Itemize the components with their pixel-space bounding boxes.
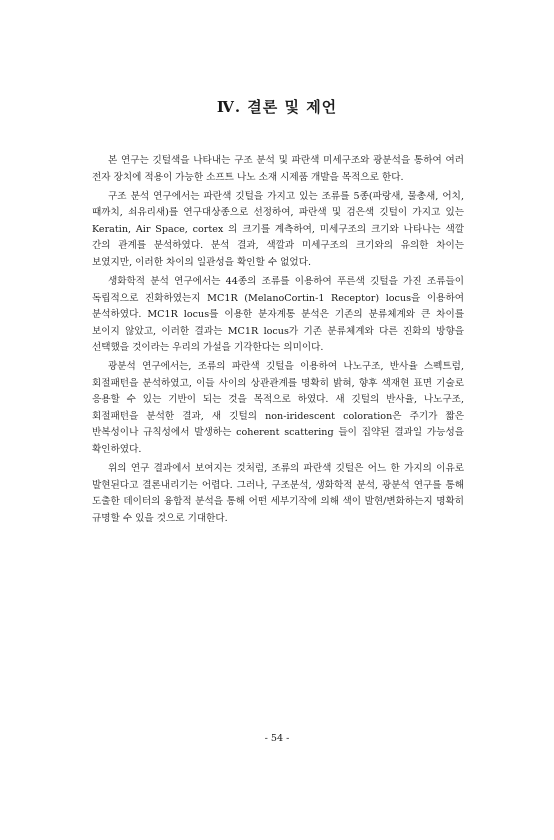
paragraph-conclusion: 위의 연구 결과에서 보여지는 것처럼, 조류의 파란색 깃털은 어느 한 가지의 이유로 발현된다고 결론내리기는 어렵다. 그러나, 구조분석, 생화학적 분석, 광분석 연구를 통해 도출한 데이터의 융합적 분석을 통해 어떤 세부기작에 의해 색이 발현/변화하는지 명확히 규명할 수 있을 것으로 기대한다. [92, 463, 464, 524]
paragraph-biochemical-analysis: 생화학적 분석 연구에서는 44종의 조류를 이용하여 푸른색 깃털을 가진 조류들이 독립적으로 진화하였는지 MC1R (MelanoCortin-1 Receptor) locus을 이용하여 분석하였다. MC1R locus를 이용한 분자계통 분석은 기존의 분류체계와 큰 차이를 보이지 않았고, 이러한 결과는 MC1R locus가 기존 분류체계와 다른 진화의 방향을 선택했을 것이라는 우리의 가설을 기각한다는 의미이다. [92, 276, 464, 354]
page-number: - 54 - [264, 733, 290, 744]
paragraph-structure-analysis: 구조 분석 연구에서는 파란색 깃털을 가지고 있는 조류를 5종(파랑새, 물총새, 어치, 때까치, 쇠유리새)를 연구대상종으로 선정하여, 파란색 및 검은색 깃털이 가지고 있는 Keratin, Air Space, cortex 의 크기를 계측하여, 미세구조의 크기와 나타나는 색깔 간의 관계를 분석하였다. 분석 결과, 색깔과 미세구조의 크기와의 유의한 차이는 보였지만, 이러한 차이의 일관성을 확인할 수 없었다. [92, 190, 464, 268]
paragraph-optical-analysis: 광분석 연구에서는, 조류의 파란색 깃털을 이용하여 나노구조, 반사율 스펙트럼, 회절패턴을 분석하였고, 이들 사이의 상관관계를 명확히 밝혀, 향후 색재현 표면 기술로 응용할 수 있는 기반이 되는 것을 목적으로 하였다. 새 깃털의 반사율, 나노구조, 회절패턴을 분석한 결과, 새 깃털의 non-iridescent coloration은 주기가 짧은 반복성이나 규칙성에서 발생하는 coherent scattering 들이 집약된 결과일 가능성을 확인하였다. [92, 361, 464, 455]
body-text [92, 153, 464, 530]
section-title: Ⅳ. 결론 및 제언 [216, 98, 338, 116]
paragraph-intro: 본 연구는 깃털색을 나타내는 구조 분석 및 파란색 미세구조와 광분석을 통하여 여러 전자 장치에 적용이 가능한 소프트 나노 소재 시제품 개발을 목적으로 한다. [92, 155, 464, 183]
